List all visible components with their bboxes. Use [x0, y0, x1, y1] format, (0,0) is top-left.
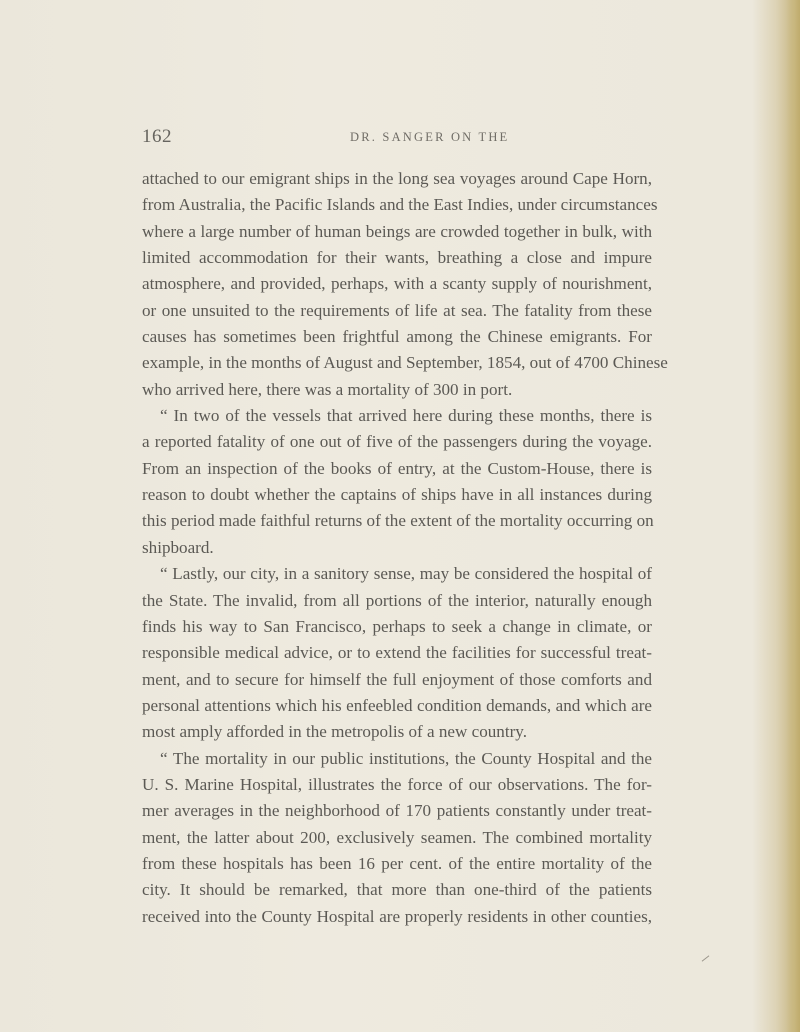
- running-head: [142, 126, 662, 150]
- text-line: or one unsuited to the requirements of life at sea. The fatality from these: [142, 300, 652, 320]
- text-line: example, in the months of August and September, 1854, out of 4700 Chinese: [142, 353, 668, 373]
- text-line: received into the County Hospital are properly residents in other counties,: [142, 906, 652, 926]
- text-line: shipboard.: [142, 537, 214, 557]
- text-line: most amply afforded in the metropolis of a new country.: [142, 722, 527, 742]
- text-line: mer averages in the neighborhood of 170 patients constantly under treat-: [142, 801, 652, 821]
- text-line: responsible medical advice, or to extend the facilities for successful treat-: [142, 643, 652, 663]
- body-text: [142, 166, 668, 930]
- text-line: this period made faithful returns of the extent of the mortality occurring on: [142, 511, 654, 531]
- text-line: from Australia, the Pacific Islands and the East Indies, under circumstances: [142, 195, 658, 215]
- running-head-title: DR. SANGER ON THE: [350, 130, 510, 144]
- text-line: “ In two of the vessels that arrived here during these months, there is: [160, 406, 652, 426]
- text-line: “ Lastly, our city, in a sanitory sense, may be considered the hospital of: [160, 564, 652, 584]
- text-line: who arrived here, there was a mortality of 300 in port.: [142, 379, 513, 399]
- ink-speck: [702, 955, 710, 961]
- text-line: from these hospitals has been 16 per cent. of the entire mortality of the: [142, 853, 652, 873]
- text-line: U. S. Marine Hospital, illustrates the force of our observations. The for-: [142, 774, 652, 794]
- text-line: city. It should be remarked, that more than one-third of the patients: [142, 880, 652, 900]
- text-line: reason to doubt whether the captains of ships have in all instances during: [142, 485, 652, 505]
- text-line: where a large number of human beings are crowded together in bulk, with: [142, 221, 652, 241]
- page-number: 162: [142, 126, 172, 147]
- text-line: the State. The invalid, from all portions of the interior, naturally enough: [142, 590, 652, 610]
- text-line: limited accommodation for their wants, breathing a close and impure: [142, 248, 652, 268]
- text-line: ment, and to secure for himself the full enjoyment of those comforts and: [142, 669, 652, 689]
- text-line: attached to our emigrant ships in the long sea voyages around Cape Horn,: [142, 169, 652, 188]
- text-line: ment, the latter about 200, exclusively seamen. The combined mortality: [142, 827, 652, 847]
- text-line: causes has sometimes been frightful among the Chinese emigrants. For: [142, 327, 652, 347]
- page-edge-shadow: [786, 0, 800, 1032]
- text-line: From an inspection of the books of entry, at the Custom-House, there is: [142, 458, 652, 478]
- text-line: “ The mortality in our public institutions, the County Hospital and the: [160, 748, 652, 768]
- text-line: finds his way to San Francisco, perhaps to seek a change in climate, or: [142, 616, 652, 636]
- text-line: a reported fatality of one out of five of the passengers during the voyage.: [142, 432, 652, 452]
- text-line: atmosphere, and provided, perhaps, with a scanty supply of nourishment,: [142, 274, 652, 294]
- text-line: personal attentions which his enfeebled condition demands, and which are: [142, 695, 652, 715]
